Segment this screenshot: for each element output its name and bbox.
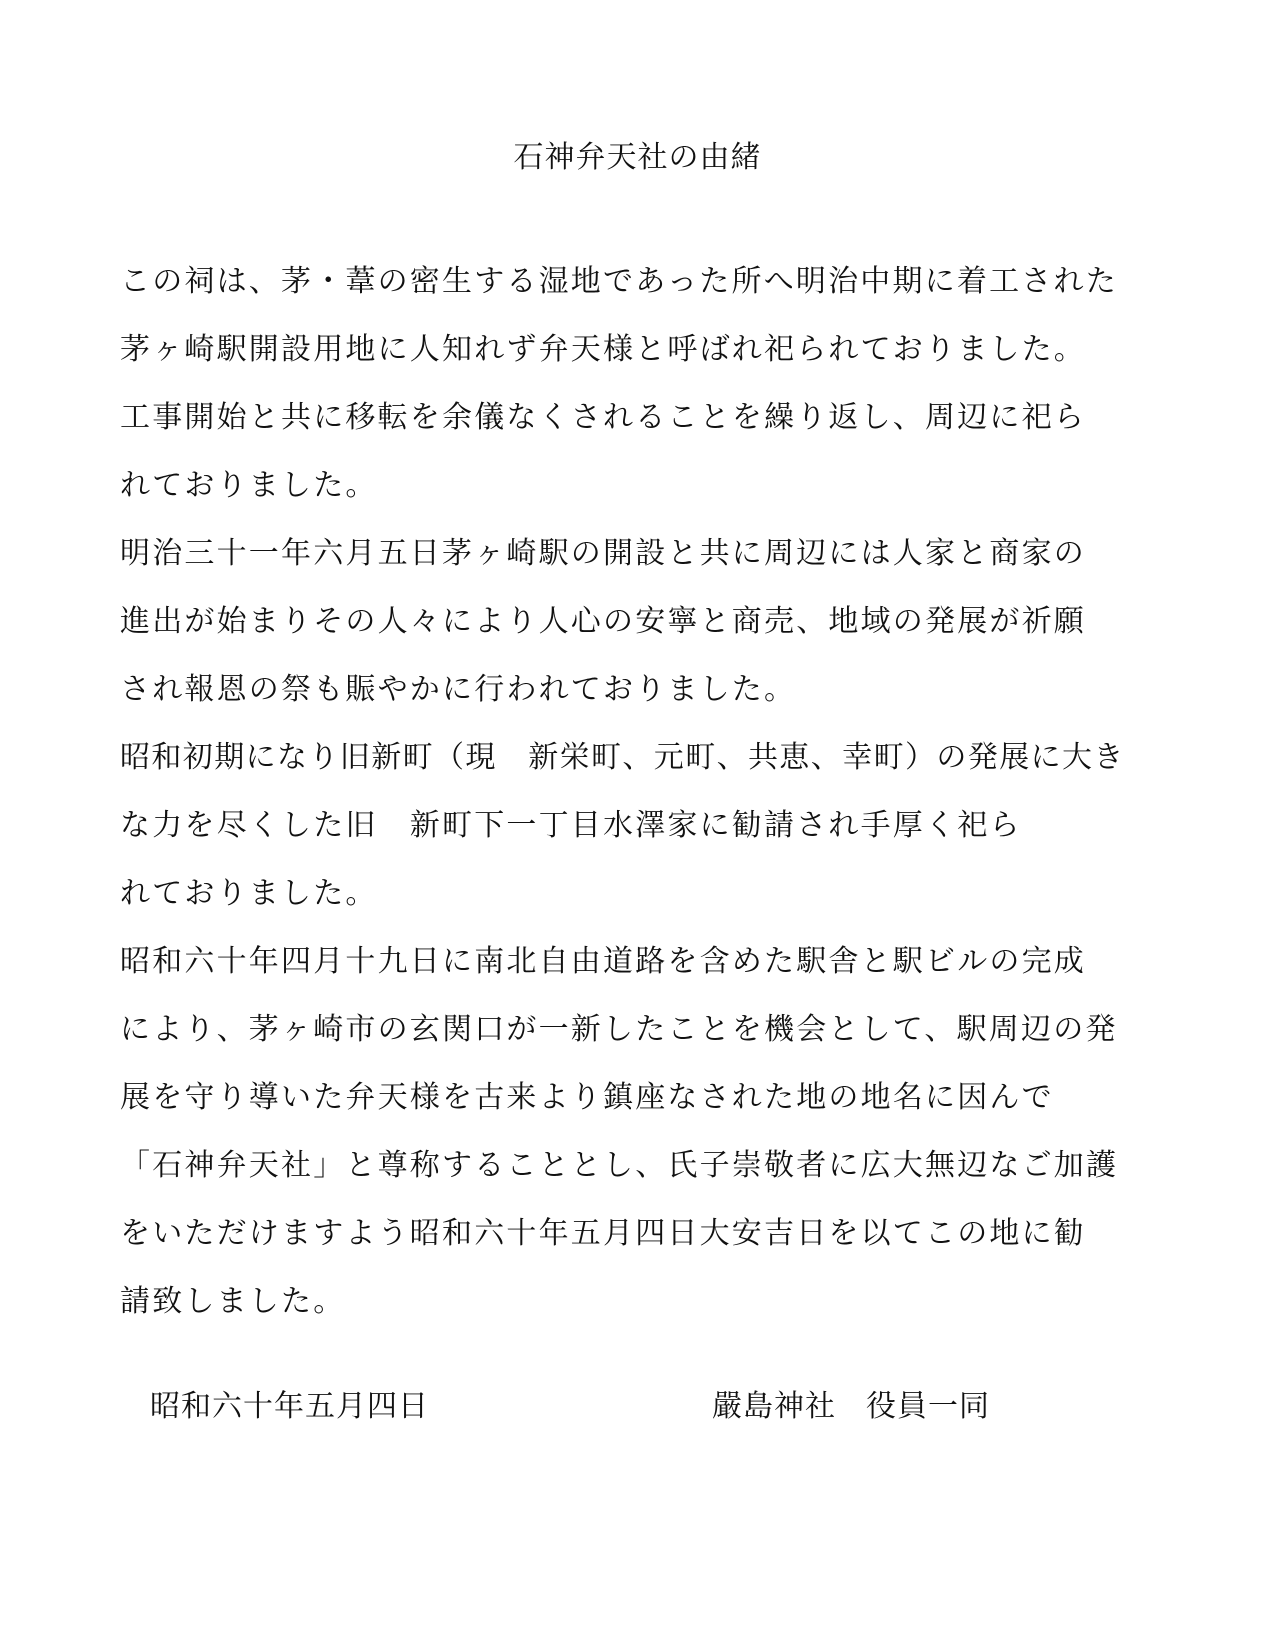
body-line: 昭和初期になり旧新町（現 新栄町、元町、共恵、幸町）の発展に大き: [120, 740, 1125, 775]
body-line: この祠は、茅・葦の密生する湿地であった所へ明治中期に着工された: [120, 264, 1118, 299]
body-line: れておりました。: [120, 876, 378, 911]
footer-signature: [712, 1387, 990, 1427]
footer-organization: 嚴島神社: [712, 1389, 836, 1424]
footer-date: 昭和六十年五月四日: [150, 1389, 429, 1424]
body-line: をいただけますよう昭和六十年五月四日大安吉日を以てこの地に勧: [120, 1216, 1086, 1251]
document-body: [120, 262, 1180, 1350]
body-line: な力を尽くした旧 新町下一丁目水澤家に勧請され手厚く祀ら: [120, 808, 1022, 843]
body-line: 「石神弁天社」と尊称することとし、氏子崇敬者に広大無辺なご加護: [120, 1148, 1119, 1183]
body-line: 昭和六十年四月十九日に南北自由道路を含めた駅舎と駅ビルの完成: [120, 944, 1086, 979]
document-title: 石神弁天社の由緒: [513, 140, 762, 175]
body-line: 進出が始まりその人々により人心の安寧と商売、地域の発展が祈願: [120, 604, 1086, 639]
body-line: 工事開始と共に移転を余儀なくされることを繰り返し、周辺に祀ら: [120, 400, 1086, 435]
body-line: 明治三十一年六月五日茅ヶ崎駅の開設と共に周辺には人家と商家の: [120, 536, 1086, 571]
body-line: 展を守り導いた弁天様を古来より鎮座なされた地の地名に因んで: [120, 1080, 1054, 1115]
body-line: 茅ヶ崎駅開設用地に人知れず弁天様と呼ばれ祀られておりました。: [120, 332, 1086, 367]
body-line: れておりました。: [120, 468, 378, 503]
body-line: 請致しました。: [120, 1284, 346, 1319]
body-line: により、茅ヶ崎市の玄関口が一新したことを機会として、駅周辺の発: [120, 1012, 1118, 1047]
body-line: され報恩の祭も賑やかに行われておりました。: [120, 672, 797, 707]
footer-members: 役員一同: [866, 1389, 990, 1424]
